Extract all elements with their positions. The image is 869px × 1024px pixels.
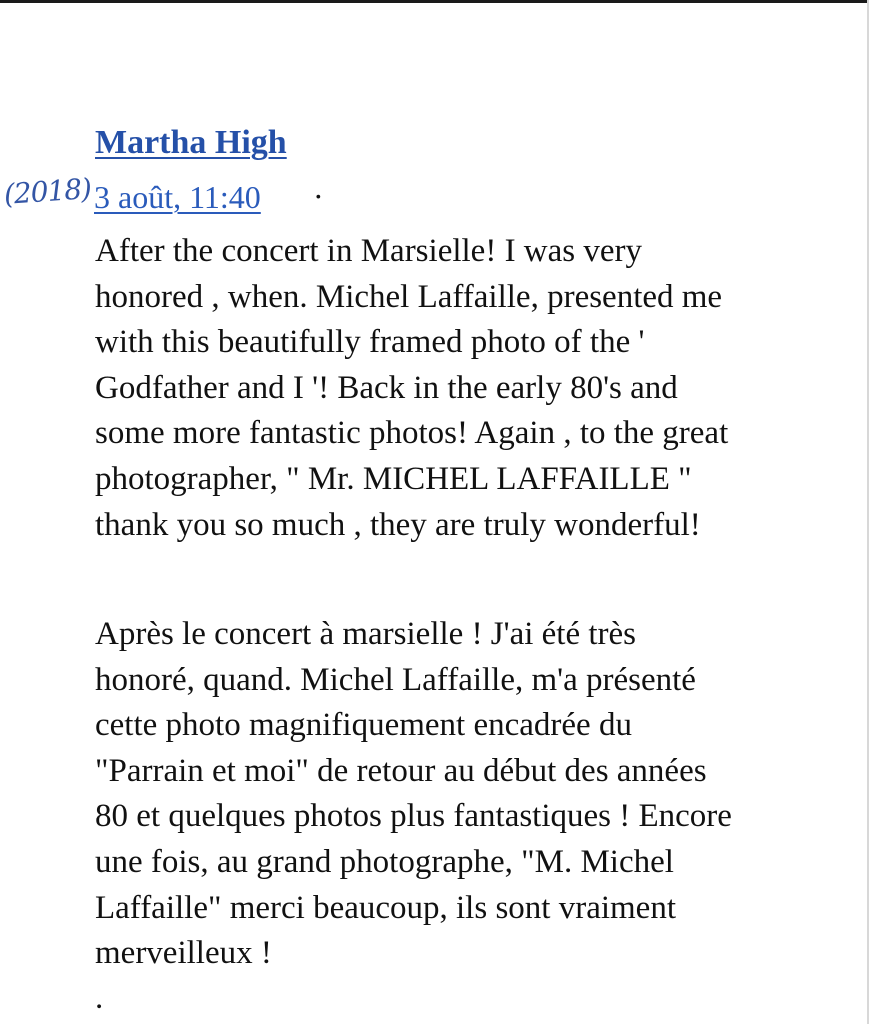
author-name-link[interactable]: Martha High xyxy=(95,124,287,161)
trailing-mark: . xyxy=(95,980,104,1016)
post-timestamp-link[interactable]: 3 août, 11:40 xyxy=(94,179,261,215)
separator-dot: · xyxy=(313,178,324,214)
post-body-french: Après le concert à marsielle ! J'ai été très honoré, quand. Michel Laffaille, m'a présenté cette photo magnifiquement encadrée du "Parrain et moi" de retour au début des années 80 et quelques photos plus fantastiques ! Encore une fois, au grand photographe, "M. Michel Laffaille" merci beaucoup, ils sont vraiment merveilleux ! xyxy=(95,616,732,972)
top-border xyxy=(0,0,869,3)
post-body-english: After the concert in Marsielle! I was very honored , when. Michel Laffaille, presented me with this beautifully framed photo of the ' Godfather and I '! Back in the early 80's and some more fantastic photos! Again , to the great photographer, " Mr. MICHEL LAFFAILLE " thank you so much , they are truly wonderful! xyxy=(95,233,729,543)
handwritten-year-note: (2018) xyxy=(2,171,93,211)
